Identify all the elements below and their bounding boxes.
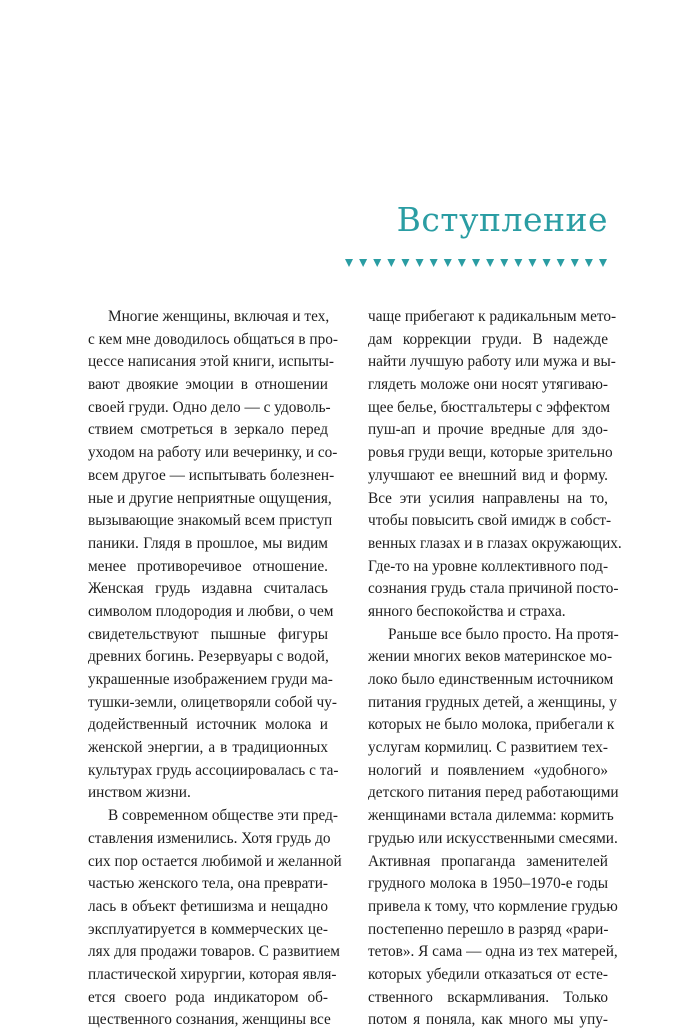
text-line: Активная пропаганда заменителей xyxy=(368,852,608,870)
text-line: символом плодородия и любви, о чем xyxy=(88,602,334,620)
text-line: которых не было молока, прибегали к xyxy=(368,716,615,734)
text-line: щее белье, бюстгальтеры с эффектом xyxy=(368,398,611,416)
text-line: чтобы повысить свой имидж в собст- xyxy=(368,512,612,530)
text-line: менее противоречивое отношение. xyxy=(88,557,328,575)
text-line: женской энергии, а в традиционных xyxy=(88,739,328,757)
text-line: нологий и появлением «удобного» xyxy=(368,761,608,779)
triangle-ornament xyxy=(528,259,536,267)
right-text-column xyxy=(368,306,622,1032)
text-line: всем другое — испытывать болезнен- xyxy=(88,466,335,484)
text-line: локо было единственным источником xyxy=(368,671,614,688)
text-line: ные и другие неприятные ощущения, xyxy=(88,489,332,507)
text-line: найти лучшую работу или мужа и вы- xyxy=(368,353,616,371)
triangle-ornament xyxy=(585,259,593,267)
text-line: Женская грудь издавна считалась xyxy=(88,580,328,598)
text-line: услугам кормилиц. С развитием тех- xyxy=(368,739,608,757)
triangle-ornament xyxy=(557,259,565,267)
triangle-ornament xyxy=(500,259,508,267)
text-line: глядеть моложе они носят утягиваю- xyxy=(368,376,608,394)
text-line: постепенно перешло в разряд «рари- xyxy=(368,920,609,938)
triangle-ornament xyxy=(543,259,551,267)
text-line: щественного сознания, женщины все xyxy=(88,1011,331,1029)
text-line: с кем мне доводилось общаться в про- xyxy=(88,330,338,348)
triangle-ornament xyxy=(430,259,438,267)
triangle-ornament xyxy=(387,259,395,267)
text-line: вают двоякие эмоции в отношении xyxy=(88,376,328,394)
text-line: ровья груди вещи, которые зрительно xyxy=(368,444,613,462)
text-line: питания грудных детей, а женщины, у xyxy=(368,693,617,711)
text-line: янного беспокойства и страха. xyxy=(368,602,566,620)
text-line: грудного молока в 1950–1970-е годы xyxy=(368,875,608,893)
text-line: потом я поняла, как много мы упу- xyxy=(368,1011,608,1029)
text-line: тушки-земли, олицетворяли собой чу- xyxy=(88,693,337,711)
triangle-ornament xyxy=(571,259,579,267)
text-line: паники. Глядя в прошлое, мы видим xyxy=(88,534,328,552)
text-line: Где-то на уровне коллективного под- xyxy=(368,557,609,575)
triangle-ornament xyxy=(345,259,353,267)
text-line: вызывающие знакомый всем приступ xyxy=(88,512,333,530)
text-line: пуш-ап и прочие вредные для здо- xyxy=(368,421,608,439)
text-line: сознания грудь стала причиной посто- xyxy=(368,580,619,598)
text-line: эксплуатируется в коммерческих це- xyxy=(88,920,328,938)
text-line: украшенные изображением груди ма- xyxy=(88,671,333,688)
text-line: сих пор остается любимой и желанной xyxy=(88,852,342,870)
text-line: чаще прибегают к радикальным мето- xyxy=(368,308,617,325)
triangle-ornament xyxy=(472,259,480,267)
text-line: Все эти усилия направлены на то, xyxy=(368,489,608,507)
text-line: ется своего рода индикатором об- xyxy=(88,988,328,1006)
text-line: женщинами встала дилемма: кормить xyxy=(368,807,614,825)
text-line: детского питания перед работающими xyxy=(368,784,619,802)
text-line: венных глазах и в глазах окружающих. xyxy=(368,534,622,552)
decorative-triangle-divider xyxy=(345,257,607,269)
text-line: ственного вскармливания. Только xyxy=(368,988,608,1006)
triangle-ornament xyxy=(599,259,607,267)
text-line: ствием смотреться в зеркало перед xyxy=(88,421,328,439)
triangle-ornament xyxy=(444,259,452,267)
text-line: додейственный источник молока и xyxy=(88,716,328,734)
text-line: жении многих веков материнское мо- xyxy=(368,648,613,666)
text-line: древних богинь. Резервуары с водой, xyxy=(88,648,329,666)
text-line: своей груди. Одно дело — с удоволь- xyxy=(88,398,331,416)
triangle-ornament xyxy=(486,259,494,267)
triangle-ornament xyxy=(458,259,466,267)
text-line: уходом на работу или вечеринку, и со- xyxy=(88,444,338,462)
text-line: Многие женщины, включая и тех, xyxy=(108,308,330,325)
text-line: инством жизни. xyxy=(88,784,191,802)
text-line: которых убедили отказаться от есте- xyxy=(368,965,608,983)
triangle-ornament xyxy=(514,259,522,267)
text-line: свидетельствуют пышные фигуры xyxy=(88,625,328,643)
text-line: ставления изменились. Хотя грудь до xyxy=(88,829,331,847)
triangle-ornament xyxy=(359,259,367,267)
text-line: грудью или искусственными смесями. xyxy=(368,829,618,847)
text-line: цессе написания этой книги, испыты- xyxy=(88,353,334,371)
triangle-ornament xyxy=(416,259,424,267)
triangle-ornament xyxy=(401,259,409,267)
text-line: частью женского тела, она преврати- xyxy=(88,875,328,893)
text-line: Раньше все было просто. На протя- xyxy=(388,625,619,643)
text-line: тетов». Я сама — одна из тех матерей, xyxy=(368,943,618,961)
text-line: улучшают ее внешний вид и форму. xyxy=(368,466,608,484)
left-text-column xyxy=(88,306,342,1032)
text-line: В современном обществе эти пред- xyxy=(108,807,338,825)
text-line: привела к тому, что кормление грудью xyxy=(368,897,618,915)
chapter-title: Вступление xyxy=(396,200,608,239)
triangle-ornament xyxy=(373,259,381,267)
text-line: пластической хирургии, которая явля- xyxy=(88,965,337,983)
text-line: лях для продажи товаров. С развитием xyxy=(88,943,340,961)
text-line: лась в объект фетишизма и нещадно xyxy=(88,897,328,915)
text-line: культурах грудь ассоциировалась с та- xyxy=(88,761,339,779)
text-line: дам коррекции груди. В надежде xyxy=(368,330,608,348)
